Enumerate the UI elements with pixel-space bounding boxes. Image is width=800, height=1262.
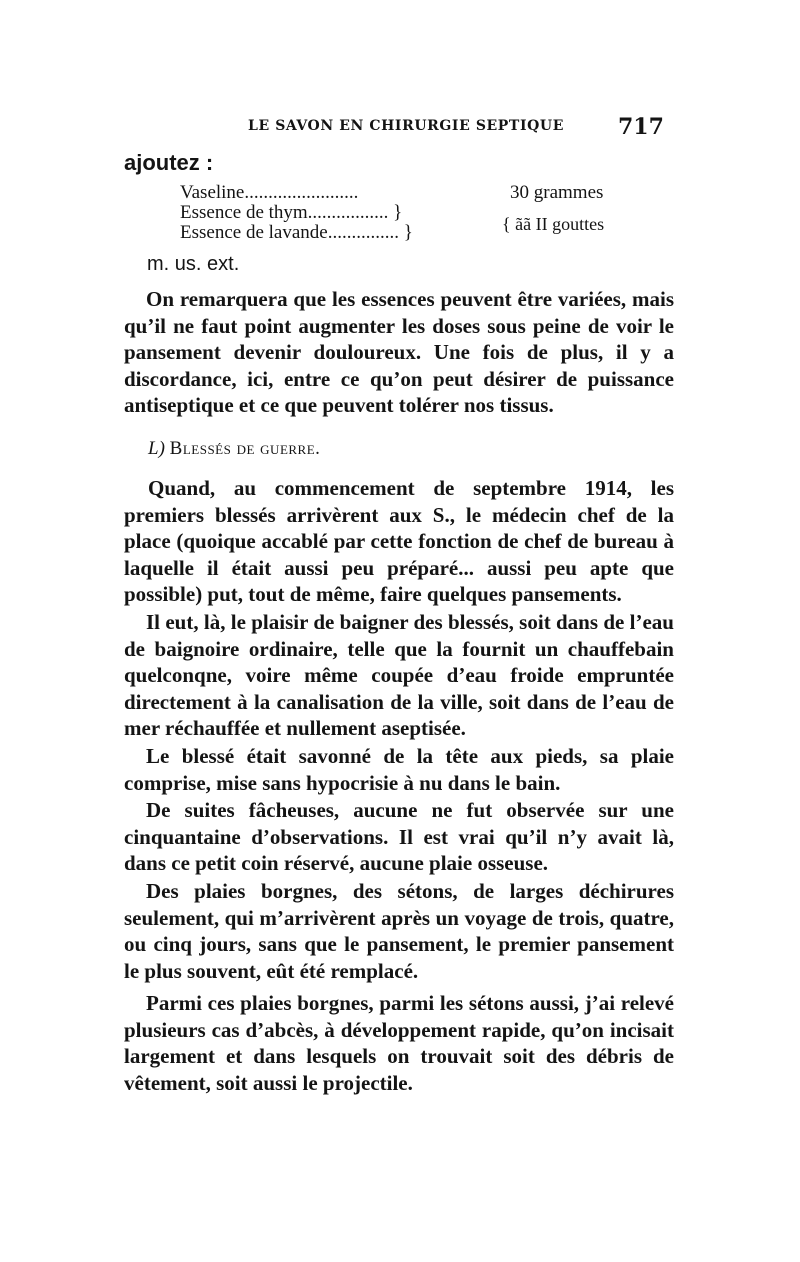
page-number: 717	[618, 114, 664, 140]
usage-note: m. us. ext.	[147, 253, 240, 275]
recipe-item-name: Essence de lavande............... }	[180, 222, 413, 243]
recipe-item-name: Vaseline........................	[180, 182, 359, 203]
recipe-item	[180, 183, 640, 203]
recipe-intro: ajoutez :	[124, 150, 214, 175]
recipe-shared-quantity: { ãã II gouttes	[502, 214, 605, 234]
page-header	[0, 115, 800, 139]
running-head: LE SAVON EN CHIRURGIE SEPTIQUE	[248, 118, 564, 134]
paragraph-abces: Parmi ces plaies borgnes, parmi les sétons aussi, j’ai relevé plusieurs cas d’abcès, à développement rapide, qu’on incisait largement et dans lesquels on trouvait soit des débris de vêtement, soit aussi le projectile.	[124, 991, 674, 1095]
paragraph-plaies: Des plaies borgnes, des sétons, de larges déchirures seulement, qui m’arrivèrent après un voyage de trois, quatre, ou cinq jours, sans que le pansement, le premier pansement le plus souvent, eût été remplacé.	[124, 879, 674, 983]
paragraph-essences: On remarquera que les essences peuvent être variées, mais qu’il ne faut point augmenter les doses sous peine de voir le pansement devenir douloureux. Une fois de plus, il y a discordance, ici, entre ce qu’on peut désirer de puissance antiseptique et ce que peuvent tolérer nos tissus.	[124, 287, 674, 417]
section-heading	[148, 438, 320, 460]
section-letter: L)	[148, 438, 165, 459]
paragraph-baigner: Il eut, là, le plaisir de baigner des blessés, soit dans de l’eau de baignoire ordinaire, telle que la fournit un chauffebain quelconqne, voire même coupée d’eau froide empruntée directement à la canalisation de la ville, soit dans de l’eau de mer réchauffée et nullement aseptisée.	[124, 610, 674, 740]
paragraph-savonne: Le blessé était savonné de la tête aux pieds, sa plaie comprise, mise sans hypocrisie à nu dans le bain.	[124, 744, 674, 795]
section-title: Blessés de guerre.	[169, 438, 321, 459]
paragraph-suites: De suites fâcheuses, aucune ne fut observée sur une cinquantaine d’observations. Il est vrai qu’il n’y avait là, dans ce petit coin réservé, aucune plaie osseuse.	[124, 798, 674, 875]
recipe-item-name: Essence de thym................. }	[180, 202, 403, 223]
recipe-item-quantity: 30 grammes	[510, 182, 604, 203]
paragraph-septembre: Quand, au commencement de septembre 1914, les premiers blessés arrivèrent aux S., le médecin chef de la place (quoique accablé par cette fonction de chef de bureau à laquelle il était aussi peu préparé... aussi peu apte que possible) put, tout de même, faire quelques pansements.	[124, 476, 674, 606]
recipe-formula	[180, 183, 640, 243]
